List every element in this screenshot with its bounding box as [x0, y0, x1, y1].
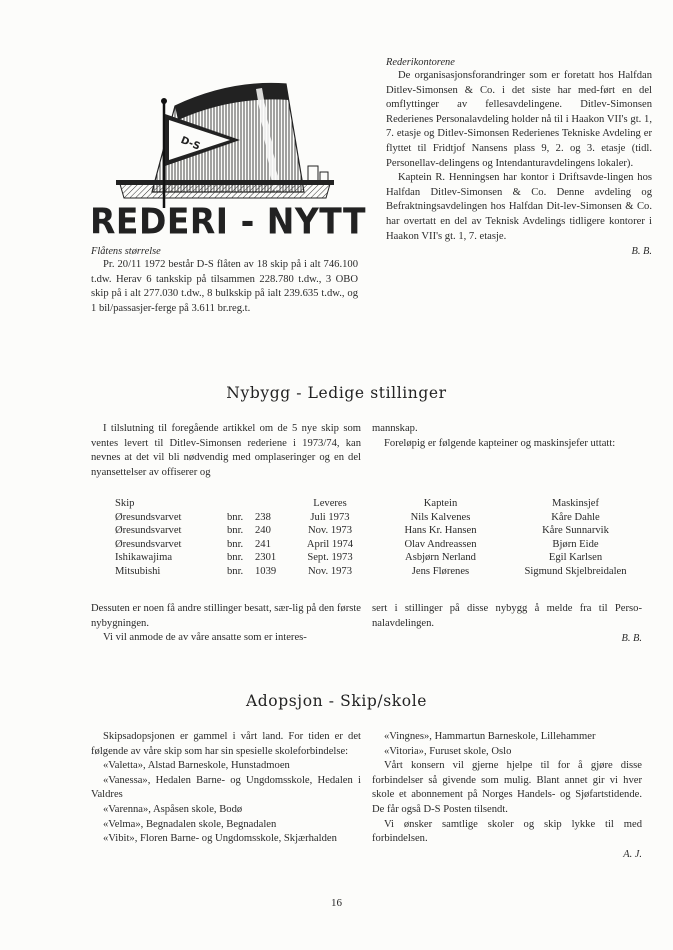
ship-number: 241 — [255, 538, 271, 550]
ships-table — [115, 497, 365, 579]
table-row — [378, 538, 648, 552]
page-number: 16 — [331, 897, 342, 909]
rederi-paragraph-2: Kaptein R. Henningsen har kontor i Driftsavde-lingen hos Halfdan Ditlev-Simonsen & Co. Denne avdeling og Befraktningsavdelingen hos Halfdan Dit-lev-Simonsen & Co. har overtatt en del av Teknisk Avdelings tidligere kontorer i Haakon VII's gt. 1, 7. etasje. — [386, 172, 652, 242]
ships-header-row — [115, 497, 365, 511]
nybygg-outro-p2: Vi vil anmode de av våre ansatte som er interes- — [103, 632, 307, 644]
ship-yard: Øresundsvarvet — [115, 525, 182, 537]
ship-yard: Øresundsvarvet — [115, 511, 182, 523]
ships-header-leveres: Leveres — [313, 498, 347, 509]
ship-delivery: Juli 1973 — [310, 511, 350, 523]
nybygg-intro-cont: mannskap. — [372, 423, 418, 434]
ship-bnr: bnr. — [227, 511, 244, 523]
ship-yard: Øresundsvarvet — [115, 538, 182, 550]
maskinsjef-name: Egil Karlsen — [548, 552, 603, 564]
fleet-section — [91, 246, 358, 316]
nybygg-outro-right — [372, 602, 642, 644]
ship-number: 2301 — [255, 552, 277, 564]
table-row — [378, 511, 648, 525]
nybygg-outro-p1: Dessuten er noen få andre stillinger besatt, sær-lig på den første nybygningen. — [91, 603, 361, 629]
table-row — [115, 524, 365, 538]
ship-number: 238 — [255, 511, 271, 523]
table-row — [378, 565, 648, 579]
table-row — [115, 538, 365, 552]
list-item: «Valetta», Alstad Barneskole, Hunstadmoen — [103, 760, 290, 772]
ship-bnr: bnr. — [227, 525, 244, 537]
table-row — [378, 524, 648, 538]
funnel-flag-icon — [90, 62, 360, 212]
rederi-signature: B. B. — [631, 246, 652, 258]
fleet-body: Pr. 20/11 1972 består D-S flåten av 18 skip på i alt 746.100 t.dw. Herav 6 tankskip på tilsammen 228.780 t.dw., 3 OBO skip på i alt 277.030 t.dw., 8 bulkskip på ialt 239.635 t.dw., og 1 bil/passasjer-ferge på 3.611 br.reg.t. — [91, 259, 358, 314]
nybygg-outro — [91, 602, 361, 646]
list-item: «Vitoria», Furuset skole, Oslo — [384, 745, 512, 757]
rederi-paragraph-1: De organisasjonsforandringer som er foretatt hos Halfdan Ditlev-Simonsen & Co. i det siste har med-ført en del omflyttinger av fellesavdelingene. Ditlev-Simonsen Rederienes Personalavdeling holder nå til i Haakon VII's gt. 1, 7. etasje og Ditlev-Simonsen Rederienes Tekniske Avdeling er flyttet til Fridtjof Nansens plass 9, 2. og 3. etasje (tidl. Personellav-delingens og Intendanturavdelingens lokaler). — [386, 70, 652, 169]
list-item: «Velma», Begnadalen skole, Begnadalen — [103, 818, 277, 830]
officers-header-maskinsjef: Maskinsjef — [551, 498, 600, 509]
ship-yard: Ishikawajima — [115, 552, 173, 564]
table-row — [115, 565, 365, 579]
rederi-subtitle: Rederikontorene — [386, 57, 455, 68]
ship-yard: Mitsubishi — [115, 565, 161, 577]
ship-delivery: Nov. 1973 — [307, 565, 353, 577]
officers-table — [378, 497, 648, 579]
table-row — [378, 551, 648, 565]
ship-bnr: bnr. — [227, 538, 244, 550]
svg-text:D-S: D-S — [179, 134, 202, 153]
ship-delivery: Nov. 1973 — [307, 525, 353, 537]
nybygg-intro-text: I tilslutning til foregående artikkel om de 5 nye skip som ventes levert til Ditlev-Simonsen rederiene i 1973/74, kan nevnes at det vil bli nødvendig med omplaseringer og en del nyansettelser av offiserer og — [91, 423, 361, 478]
maskinsjef-name: Kåre Dahle — [551, 511, 600, 523]
list-item: «Vibit», Floren Barne- og Ungdomsskole, Skjærhalden — [103, 833, 337, 845]
list-item: «Varenna», Aspåsen skole, Bodø — [103, 803, 243, 815]
adopsjon-intro: Skipsadopsjonen er gammel i vårt land. For tiden er det følgende av våre skip som har sin spesielle skoleforbindelse: — [91, 731, 361, 757]
kaptein-name: Jens Flørenes — [411, 565, 470, 577]
nybygg-intro-right — [372, 422, 642, 451]
ship-bnr: bnr. — [227, 565, 244, 577]
ship-delivery: Sept. 1973 — [307, 552, 353, 564]
kaptein-name: Asbjørn Nerland — [405, 552, 476, 564]
officers-header-row — [378, 497, 648, 511]
maskinsjef-name: Bjørn Eide — [552, 538, 599, 550]
adopsjon-paragraph-2: Vårt konsern vil gjerne hjelpe til for å gjøre disse forbindelser så givende som mulig. Blant annet gir vi hver skole et abonnement på Norges Handels- og Sjøfartstidende. De får også D-S Posten tilsendt. — [372, 760, 642, 815]
kaptein-name: Olav Andreassen — [404, 538, 477, 550]
nybygg-prelim: Foreløpig er følgende kapteiner og maskinsjefer uttatt: — [384, 437, 616, 449]
table-row — [115, 551, 365, 565]
ship-delivery: April 1974 — [306, 538, 354, 550]
ships-header-skip: Skip — [115, 498, 135, 509]
fleet-subtitle: Flåtens størrelse — [91, 246, 161, 257]
rederi-nytt-title: REDERI - NYTT — [90, 200, 367, 243]
table-row — [115, 511, 365, 525]
ship-bnr: bnr. — [227, 552, 244, 564]
adopsjon-paragraph-3: Vi ønsker samtlige skoler og skip lykke til med forbindelsen. — [372, 818, 642, 845]
officers-header-kaptein: Kaptein — [423, 498, 458, 509]
adopsjon-right — [372, 730, 642, 860]
ship-number: 1039 — [255, 565, 277, 577]
nybygg-outro-right-text: sert i stillinger på disse nybygg å melde fra til Perso-nalavdelingen. — [372, 603, 642, 629]
maskinsjef-name: Kåre Sunnarvik — [542, 525, 609, 537]
list-item: «Vanessa», Hedalen Barne- og Ungdomsskole, Hedalen i Valdres — [91, 774, 361, 801]
adopsjon-heading: Adopsjon - Skip/skole — [245, 692, 428, 710]
rederi-section — [386, 57, 652, 257]
nybygg-intro — [91, 422, 361, 480]
kaptein-name: Nils Kalvenes — [410, 511, 471, 523]
rederi-logo — [90, 62, 360, 212]
list-item: «Vingnes», Hammartun Barneskole, Lillehammer — [384, 731, 596, 742]
adopsjon-left — [91, 730, 361, 847]
kaptein-name: Hans Kr. Hansen — [404, 525, 477, 537]
ship-number: 240 — [255, 525, 271, 537]
nybygg-heading: Nybygg - Ledige stillinger — [226, 384, 447, 402]
maskinsjef-name: Sigmund Skjelbreidalen — [524, 565, 627, 577]
nybygg-signature: B. B. — [621, 633, 642, 645]
adopsjon-signature: A. J. — [623, 848, 642, 860]
